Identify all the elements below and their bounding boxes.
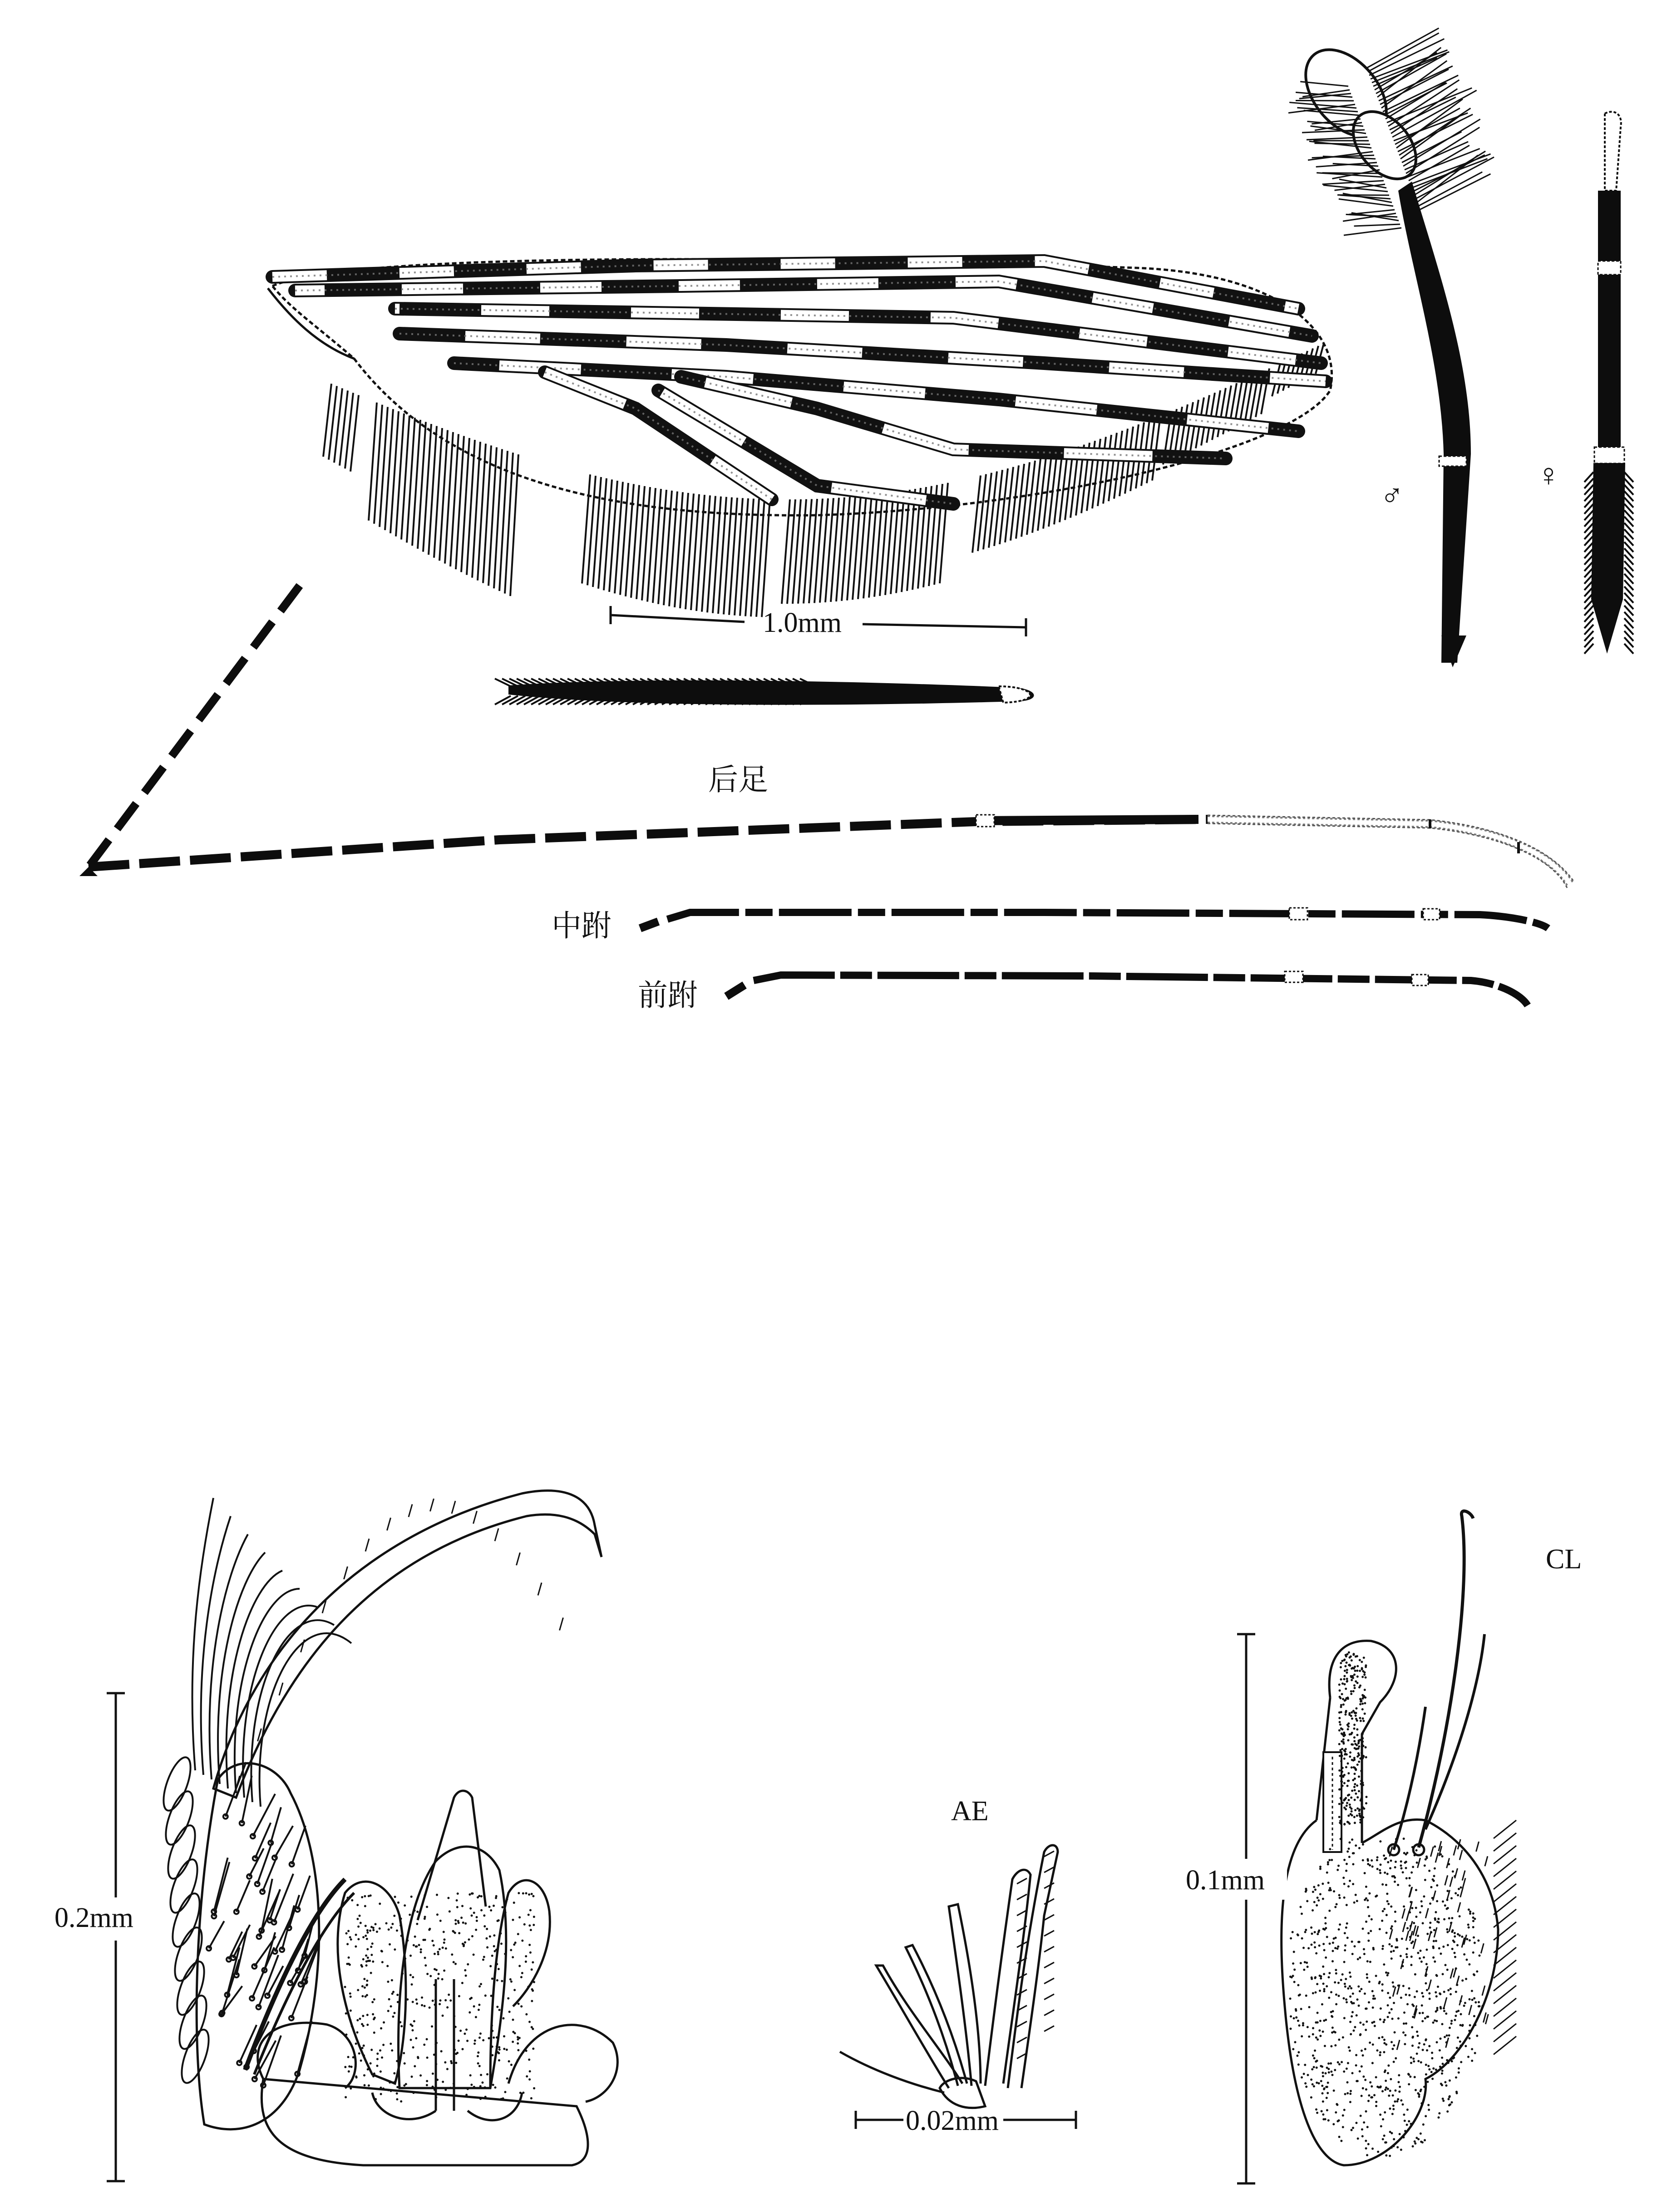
female-palp bbox=[1537, 112, 1633, 654]
male-genitalia bbox=[158, 1491, 617, 2165]
proboscis bbox=[495, 679, 1034, 705]
fore-tarsus-label: 前跗 bbox=[638, 978, 698, 1013]
aedeagus-drawing bbox=[840, 1796, 1058, 2108]
wing-scale-bar bbox=[611, 606, 1026, 638]
fore-tarsus bbox=[638, 971, 1528, 1013]
wing-scale-label: 1.0mm bbox=[763, 607, 842, 638]
male-symbol: ♂ bbox=[1380, 478, 1404, 513]
aedeagus-scale-label: 0.02mm bbox=[906, 2105, 999, 2136]
wing-veins bbox=[272, 261, 1326, 504]
aedeagus-label: AE bbox=[951, 1796, 989, 1827]
claspette-label: CL bbox=[1546, 1544, 1582, 1575]
aedeagus-scale-bar bbox=[856, 2105, 1076, 2136]
genitalia-scale-label: 0.2mm bbox=[54, 1902, 133, 1933]
claspette-scale-bar bbox=[1183, 1634, 1287, 2183]
genitalia-scale-bar bbox=[50, 1693, 154, 2181]
mid-tarsus bbox=[552, 908, 1548, 943]
claspette-scale-label: 0.1mm bbox=[1186, 1865, 1265, 1896]
wing-drawing bbox=[268, 259, 1332, 617]
hind-leg-label: 后足 bbox=[708, 762, 768, 797]
female-symbol: ♀ bbox=[1537, 458, 1561, 493]
mid-tarsus-label: 中跗 bbox=[552, 908, 612, 943]
claspette-drawing bbox=[1282, 1511, 1582, 2165]
male-palp bbox=[1288, 28, 1494, 667]
